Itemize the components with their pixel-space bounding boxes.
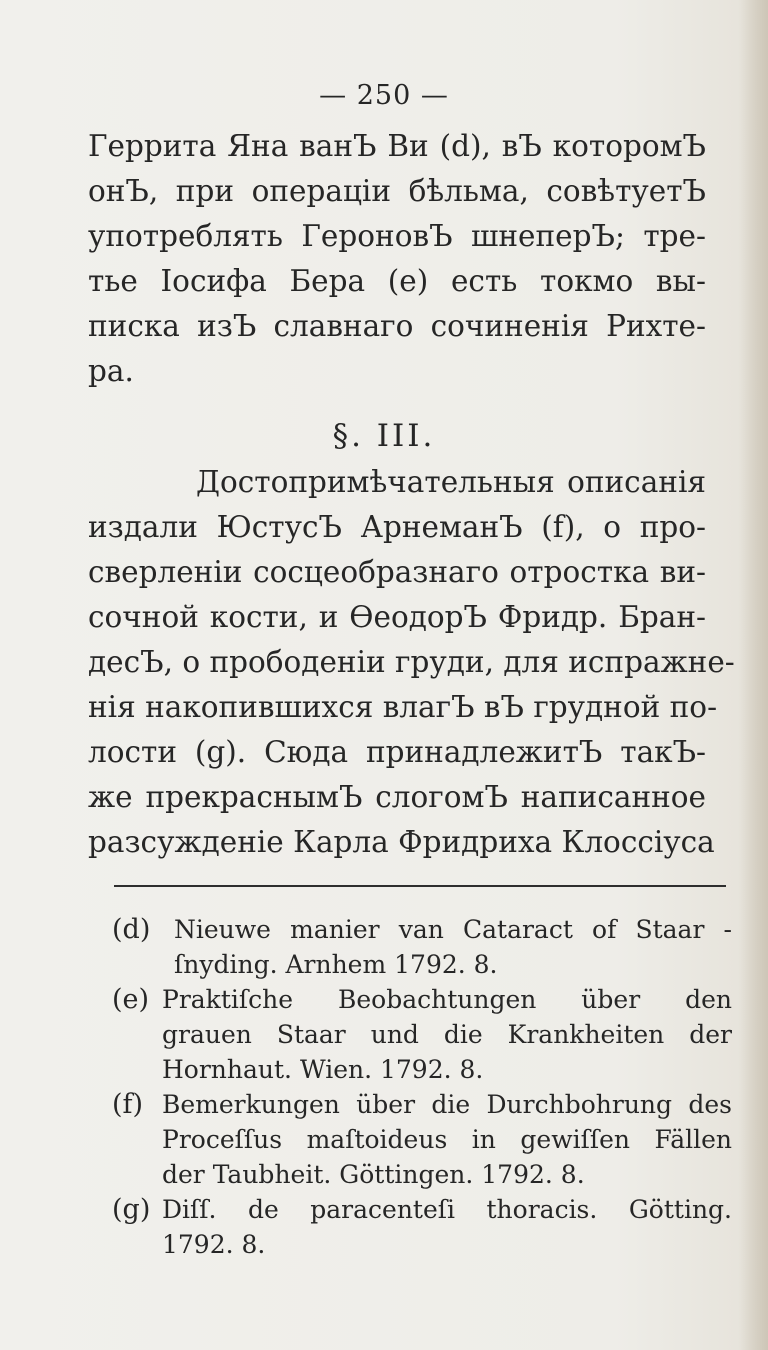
- footnote-e: [112, 982, 732, 1087]
- footnote-text: [162, 1192, 732, 1262]
- footnote-d: [112, 912, 732, 982]
- text-line: употреблять ГероновЪ шнеперЪ; тре-: [88, 219, 706, 253]
- footnote-line: grauen Staar und die Krankheiten der: [162, 1020, 732, 1049]
- page-number: — 250 —: [319, 80, 449, 111]
- footnote-text: [174, 912, 732, 982]
- footnote-line: ſnyding. Arnhem 1792. 8.: [174, 950, 498, 979]
- text-line: сочной кости, и ѲеодорЪ Фридр. Бран-: [88, 600, 706, 634]
- footnote-text: [162, 1087, 732, 1192]
- text-line: писка изЪ славнаго сочиненія Рихте-: [88, 309, 706, 343]
- footnote-g: [112, 1192, 732, 1262]
- paragraph-continued: [88, 124, 706, 394]
- footnote-mark: (d): [112, 914, 151, 945]
- text-line: издали ЮстусЪ АрнеманЪ (f), о про-: [88, 510, 706, 544]
- footnote-line: Praktiſche Beobachtungen über den: [162, 985, 732, 1014]
- footnote-line: Proceſſus maſtoideus in gewiſſen Fällen: [162, 1125, 732, 1154]
- footnote-mark: (g): [112, 1194, 151, 1225]
- footnote-mark: (e): [112, 984, 150, 1015]
- footnote-mark: (f): [112, 1089, 144, 1120]
- footnote-f: [112, 1087, 732, 1192]
- footnote-line: Diſſ. de paracenteſi thoracis. Götting.: [162, 1195, 732, 1224]
- text-line: десЪ, о прободеніи груди, для испражне-: [88, 645, 735, 679]
- text-line: Достопримѣчательныя описанія: [196, 465, 706, 499]
- footnote-line: Bemerkungen über die Durchbohrung des: [162, 1090, 732, 1119]
- text-line: нія накопившихся влагЪ вЪ грудной по-: [88, 690, 718, 724]
- footnote-line: der Taubheit. Göttingen. 1792. 8.: [162, 1160, 585, 1189]
- text-line: же прекраснымЪ слогомЪ написанное: [88, 780, 706, 814]
- paragraph-section-111: [88, 460, 735, 865]
- footnote-line: 1792. 8.: [162, 1230, 266, 1259]
- text-line: тье Іосифа Бера (е) есть токмо вы-: [88, 264, 706, 298]
- footnote-text: [162, 982, 732, 1087]
- text-line: Геррита Яна ванЪ Ви (d), вЪ которомЪ: [88, 129, 706, 163]
- text-line: онЪ, при операціи бѣльма, совѣтуетЪ: [88, 174, 706, 208]
- text-line: разсужденіе Карла Фридриха Клоссіуса: [88, 825, 715, 859]
- footnote-line: Nieuwe manier van Cataract of Staar -: [174, 915, 732, 944]
- section-heading: §. III.: [332, 418, 436, 454]
- footnotes: [112, 912, 732, 1262]
- text-line: сверленіи сосцеобразнаго отростка ви-: [88, 555, 706, 589]
- footnote-line: Hornhaut. Wien. 1792. 8.: [162, 1055, 484, 1084]
- text-line: лости (g). Сюда принадлежитЪ такЪ-: [88, 735, 706, 769]
- footnote-divider: [114, 885, 726, 887]
- text-line: ра.: [88, 354, 134, 388]
- page-edge-shadow: [740, 0, 768, 1350]
